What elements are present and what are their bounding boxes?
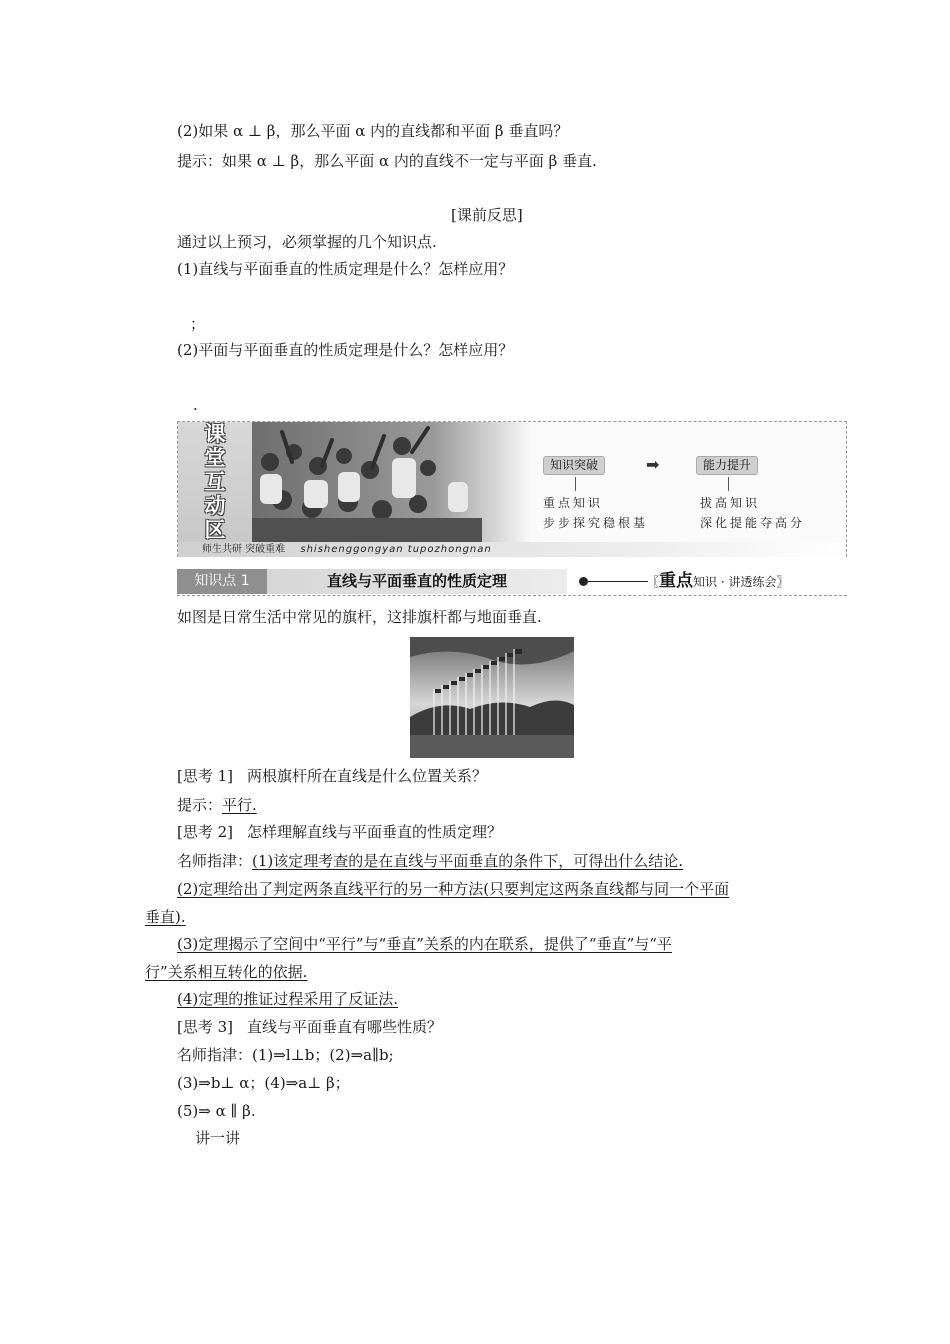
ability-improvement-pill: 能力提升 <box>696 456 758 475</box>
think-1-label: [思考 1] <box>177 767 234 785</box>
banner-title-char: 课 <box>204 422 226 446</box>
banner-title-char: 区 <box>204 518 226 542</box>
divider <box>588 581 648 582</box>
reflection-lead: 通过以上预习，必须掌握的几个知识点. <box>177 233 437 251</box>
tag-open-bracket: 〖 <box>647 575 660 589</box>
guide-point-3a: (3)定理揭示了空间中“平行”与“垂直”关系的内在联系，提供了“垂直”与“平 <box>177 935 672 953</box>
think-3-text: 直线与平面垂直有哪些性质？ <box>247 1018 443 1036</box>
tag-close-bracket: 〗 <box>776 575 789 589</box>
guide-label: 名师指津： <box>177 852 253 870</box>
tag-rest: 知识 · 讲透练会 <box>693 575 777 589</box>
banner-footer <box>178 542 846 557</box>
guide-point-4: (4)定理的推证过程采用了反证法. <box>177 990 399 1008</box>
banner-footer-pinyin: shishenggongyan tupozhongnan <box>300 544 492 555</box>
guide-3-line-3: (5)⇒ α ∥ β. <box>177 1102 256 1120</box>
guide-3-line-2: (3)⇒b⊥ α；(4)⇒a⊥ β； <box>177 1074 350 1092</box>
banner-footer-cn: 师生共研 突破重难 <box>202 544 286 555</box>
classroom-interaction-banner <box>177 421 847 557</box>
banner-title-char: 堂 <box>204 446 226 470</box>
think-3-label: [思考 3] <box>177 1018 234 1036</box>
knowledge-point-title: 直线与平面垂直的性质定理 <box>267 569 567 594</box>
reflection-heading: [课前反思] <box>451 206 523 224</box>
guide-point-1: (1)该定理考查的是在直线与平面垂直的条件下，可得出什么结论. <box>252 852 684 870</box>
banner-title <box>178 422 252 542</box>
think-2-text: 怎样理解直线与平面垂直的性质定理？ <box>247 823 503 841</box>
knowledge-point-bar <box>177 569 847 596</box>
reflection-item-2: (2)平面与平面垂直的性质定理是什么？怎样应用？ <box>177 341 514 359</box>
right-line-2: 深化提能夺高分 <box>700 516 806 530</box>
connector-line <box>728 477 729 491</box>
knowledge-point-label: 知识点 1 <box>177 569 267 594</box>
bullet-dot-icon <box>579 577 588 586</box>
left-line-2: 步步探究稳根基 <box>543 516 649 530</box>
flagpole-photo <box>410 637 574 758</box>
think-2 <box>177 822 502 842</box>
tag-key: 重点 <box>659 571 694 591</box>
guide-point-3b: 行”关系相互转化的依据. <box>145 963 308 981</box>
left-line-1: 重点知识 <box>543 496 604 510</box>
arrow-right-icon: ➡ <box>646 455 660 474</box>
right-line-1: 拔高知识 <box>700 496 761 510</box>
think-1-text: 两根旗杆所在直线是什么位置关系？ <box>247 767 488 785</box>
question-2: (2)如果 α ⊥ β，那么平面 α 内的直线都和平面 β 垂直吗？ <box>177 122 569 140</box>
guide-3-line-1: 名师指津：(1)⇒l⊥b；(2)⇒a∥b; <box>177 1046 394 1064</box>
banner-title-char: 互 <box>204 470 226 494</box>
flag-intro: 如图是日常生活中常见的旗杆，这排旗杆都与地面垂直. <box>177 608 542 626</box>
crowd-photo <box>252 422 532 542</box>
hint-1-answer: 平行. <box>222 796 257 814</box>
connector-line <box>575 477 576 491</box>
reflection-item-1: (1)直线与平面垂直的性质定理是什么？怎样应用？ <box>177 260 514 278</box>
key-knowledge-tag <box>647 569 788 594</box>
hint-1 <box>177 795 257 815</box>
banner-title-char: 动 <box>204 494 226 518</box>
think-2-label: [思考 2] <box>177 823 234 841</box>
lecture-heading: 讲一讲 <box>195 1129 241 1147</box>
guide-2-p1 <box>177 851 683 871</box>
hint-2: 提示：如果 α ⊥ β，那么平面 α 内的直线不一定与平面 β 垂直. <box>177 152 597 170</box>
think-1 <box>177 766 487 786</box>
guide-point-2a: (2)定理给出了判定两条直线平行的另一种方法(只要判定这两条直线都与同一个平面 <box>177 880 730 898</box>
hint-1-label: 提示： <box>177 796 223 814</box>
guide-point-2b: 垂直). <box>145 908 186 926</box>
reflection-blank-2-end: . <box>193 396 198 414</box>
think-3 <box>177 1017 442 1037</box>
reflection-blank-1-end: ； <box>190 315 206 333</box>
knowledge-breakthrough-pill: 知识突破 <box>543 456 605 475</box>
